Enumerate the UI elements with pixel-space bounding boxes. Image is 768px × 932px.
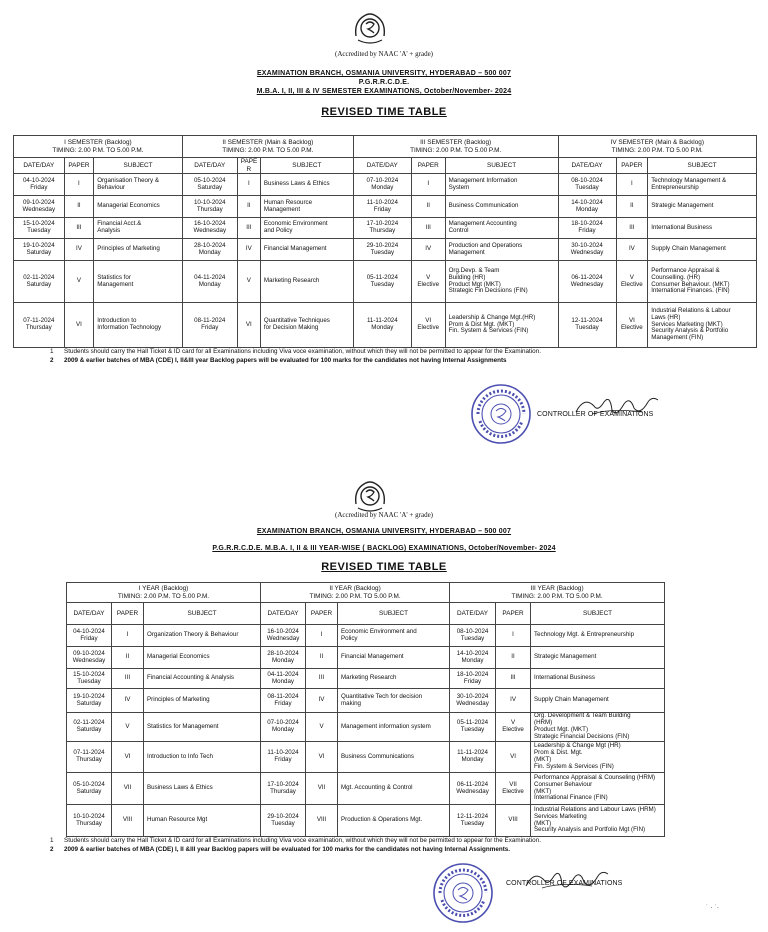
table-row bbox=[67, 742, 665, 773]
column-header: SUBJECT bbox=[260, 158, 353, 174]
table-row bbox=[14, 303, 757, 348]
table-row bbox=[14, 174, 757, 196]
paper-cell: IV bbox=[496, 689, 531, 713]
exam-date-cell: 28-10-2024 Monday bbox=[261, 647, 306, 669]
subject-cell: Management Accounting Control bbox=[445, 218, 558, 239]
paper-cell: VI bbox=[306, 742, 338, 773]
paper-cell: I bbox=[237, 174, 260, 196]
column-header: PAPER bbox=[616, 158, 648, 174]
paper-cell: VI bbox=[112, 742, 144, 773]
paper-cell: V bbox=[237, 261, 260, 303]
exam-date-cell: 18-10-2024 Friday bbox=[450, 669, 496, 689]
paper-cell: I bbox=[616, 174, 648, 196]
paper-cell: I bbox=[496, 625, 531, 647]
exam-date-cell: 07-10-2024 Monday bbox=[261, 713, 306, 742]
exam-date-cell: 07-11-2024 Thursday bbox=[67, 742, 112, 773]
subject-cell: Business Laws & Ethics bbox=[260, 174, 353, 196]
column-header: SUBJECT bbox=[338, 603, 450, 625]
paper-cell: II bbox=[411, 196, 445, 218]
paper-cell: V bbox=[64, 261, 94, 303]
exam-date-cell: 08-11-2024 Friday bbox=[182, 303, 237, 348]
header-line-2: P.G.R.R.C.D.E. bbox=[358, 79, 410, 86]
column-header: PAPER bbox=[496, 603, 531, 625]
exam-date-cell: 16-10-2024 Wednesday bbox=[261, 625, 306, 647]
subject-cell: Human Resource Mgt bbox=[144, 805, 261, 837]
subject-cell: Principles of Marketing bbox=[94, 239, 183, 261]
group-header: III SEMESTER (Backlog) TIMING: 2.00 P.M. TO 5.00 P.M. bbox=[353, 136, 558, 158]
exam-date-cell: 15-10-2024 Tuesday bbox=[67, 669, 112, 689]
page-title: REVISED TIME TABLE bbox=[321, 106, 447, 118]
exam-date-cell: 11-10-2024 Friday bbox=[261, 742, 306, 773]
exam-date-cell: 05-10-2024 Saturday bbox=[67, 773, 112, 805]
exam-date-cell: 10-10-2024 Thursday bbox=[67, 805, 112, 837]
subject-cell: Leadership & Change Mgt (HR) Prom & Dist. Mgt. (MKT) Fin. System & Services (FIN) bbox=[531, 742, 665, 773]
exam-date-cell: 02-11-2024 Saturday bbox=[67, 713, 112, 742]
subject-cell: Financial Management bbox=[260, 239, 353, 261]
subject-cell: Technology Management & Entrepreneurship bbox=[648, 174, 757, 196]
exam-date-cell: 11-11-2024 Monday bbox=[450, 742, 496, 773]
subject-cell: Financial Acct.& Analysis bbox=[94, 218, 183, 239]
exam-date-cell: 05-11-2024 Tuesday bbox=[353, 261, 411, 303]
paper-cell: VI bbox=[496, 742, 531, 773]
paper-cell: IV bbox=[411, 239, 445, 261]
subject-cell: Business Laws & Ethics bbox=[144, 773, 261, 805]
subject-cell: Strategic Management bbox=[531, 647, 665, 669]
exam-date-cell: 12-11-2024 Tuesday bbox=[450, 805, 496, 837]
semester-timetable bbox=[13, 135, 757, 348]
column-header: DATE/DAY bbox=[14, 158, 65, 174]
subject-cell: Org. Development & Team Building (HRM) Product Mgt. (MKT) Strategic Financial Decisions (FIN) bbox=[531, 713, 665, 742]
subject-cell: Statistics for Management bbox=[144, 713, 261, 742]
exam-date-cell: 06-11-2024 Wednesday bbox=[450, 773, 496, 805]
table-row bbox=[14, 261, 757, 303]
column-header: PAPER bbox=[112, 603, 144, 625]
exam-date-cell: 29-10-2024 Tuesday bbox=[353, 239, 411, 261]
paper-cell: VII Elective bbox=[496, 773, 531, 805]
group-header: I YEAR (Backlog) TIMING: 2.00 P.M. TO 5.00 P.M. bbox=[67, 583, 261, 603]
exam-date-cell: 29-10-2024 Tuesday bbox=[261, 805, 306, 837]
column-header: PAPE R bbox=[237, 158, 260, 174]
subject-cell: Technology Mgt. & Entrepreneurship bbox=[531, 625, 665, 647]
paper-cell: V Elective bbox=[616, 261, 648, 303]
exam-date-cell: 10-10-2024 Thursday bbox=[182, 196, 237, 218]
table-row bbox=[14, 218, 757, 239]
group-header: IV SEMESTER (Main & Backlog) TIMING: 2.00 P.M. TO 5.00 P.M. bbox=[558, 136, 756, 158]
header-line-1: EXAMINATION BRANCH, OSMANIA UNIVERSITY, HYDERABAD – 500 007 bbox=[256, 528, 512, 535]
subject-cell: International Business bbox=[648, 218, 757, 239]
exam-date-cell: 07-10-2024 Monday bbox=[353, 174, 411, 196]
exam-date-cell: 19-10-2024 Saturday bbox=[67, 689, 112, 713]
exam-date-cell: 14-10-2024 Monday bbox=[450, 647, 496, 669]
paper-cell: V bbox=[112, 713, 144, 742]
paper-cell: I bbox=[64, 174, 94, 196]
subject-cell: Managerial Economics bbox=[144, 647, 261, 669]
university-emblem-icon bbox=[350, 476, 390, 516]
subject-cell: Economic Environment and Policy bbox=[260, 218, 353, 239]
page-title: REVISED TIME TABLE bbox=[321, 561, 447, 573]
controller-label: CONTROLLER OF EXAMINATIONS bbox=[506, 880, 623, 887]
exam-date-cell: 04-11-2024 Monday bbox=[261, 669, 306, 689]
subject-cell: Introduction to Info Tech bbox=[144, 742, 261, 773]
accreditation-line: (Accredited by NAAC 'A' + grade) bbox=[334, 50, 434, 58]
paper-cell: VIII bbox=[112, 805, 144, 837]
exam-date-cell: 04-10-2024 Friday bbox=[67, 625, 112, 647]
notes bbox=[50, 348, 690, 365]
paper-cell: II bbox=[237, 196, 260, 218]
table-row bbox=[67, 713, 665, 742]
column-header: PAPER bbox=[64, 158, 94, 174]
exam-date-cell: 09-10-2024 Wednesday bbox=[67, 647, 112, 669]
paper-cell: IV bbox=[64, 239, 94, 261]
controller-label: CONTROLLER OF EXAMINATIONS bbox=[537, 411, 654, 418]
exam-date-cell: 15-10-2024 Tuesday bbox=[14, 218, 65, 239]
exam-date-cell: 17-10-2024 Thursday bbox=[261, 773, 306, 805]
exam-date-cell: 06-11-2024 Wednesday bbox=[558, 261, 616, 303]
group-header: II SEMESTER (Main & Backlog) TIMING: 2.00 P.M. TO 5.00 P.M. bbox=[182, 136, 353, 158]
paper-cell: I bbox=[411, 174, 445, 196]
subject-cell: Production and Operations Management bbox=[445, 239, 558, 261]
exam-date-cell: 02-11-2024 Saturday bbox=[14, 261, 65, 303]
subject-cell: Production & Operations Mgt. bbox=[338, 805, 450, 837]
column-header: DATE/DAY bbox=[353, 158, 411, 174]
subject-cell: Strategic Management bbox=[648, 196, 757, 218]
table-row bbox=[67, 773, 665, 805]
paper-cell: IV bbox=[112, 689, 144, 713]
paper-cell: IV bbox=[237, 239, 260, 261]
subject-cell: Managerial Economics bbox=[94, 196, 183, 218]
table-row bbox=[67, 689, 665, 713]
exam-date-cell: 18-10-2024 Friday bbox=[558, 218, 616, 239]
table-row bbox=[67, 625, 665, 647]
table-row bbox=[14, 239, 757, 261]
group-header: II YEAR (Backlog) TIMING: 2.00 P.M. TO 5.00 P.M. bbox=[261, 583, 450, 603]
column-header: SUBJECT bbox=[445, 158, 558, 174]
paper-cell: VI bbox=[64, 303, 94, 348]
exam-date-cell: 05-11-2024 Tuesday bbox=[450, 713, 496, 742]
paper-cell: III bbox=[616, 218, 648, 239]
paper-cell: II bbox=[112, 647, 144, 669]
exam-date-cell: 09-10-2024 Wednesday bbox=[14, 196, 65, 218]
subject-cell: Human Resource Management bbox=[260, 196, 353, 218]
exam-date-cell: 08-10-2024 Tuesday bbox=[450, 625, 496, 647]
notes bbox=[50, 837, 710, 854]
paper-cell: V Elective bbox=[496, 713, 531, 742]
paper-cell: VII bbox=[306, 773, 338, 805]
paper-cell: IV bbox=[306, 689, 338, 713]
subject-cell: Org.Devp. & Team Building (HR) Product Mgt (MKT) Strategic Fin Decisions (FIN) bbox=[445, 261, 558, 303]
note-2: 2 2009 & earlier batches of MBA (CDE) I, II&III year Backlog papers will be evaluated for 100 marks for the candidates not having Internal Assignments bbox=[50, 356, 507, 364]
column-header: DATE/DAY bbox=[558, 158, 616, 174]
group-header: I SEMESTER (Backlog) TIMING: 2.00 P.M. TO 5.00 P.M. bbox=[14, 136, 183, 158]
subject-cell: Marketing Research bbox=[338, 669, 450, 689]
paper-cell: V Elective bbox=[411, 261, 445, 303]
paper-cell: III bbox=[112, 669, 144, 689]
exam-date-cell: 07-11-2024 Thursday bbox=[14, 303, 65, 348]
column-header: DATE/DAY bbox=[450, 603, 496, 625]
subject-cell: Principles of Marketing bbox=[144, 689, 261, 713]
column-header: PAPER bbox=[411, 158, 445, 174]
table-row bbox=[67, 805, 665, 837]
subject-cell: Performance Appraisal & Counselling. (HR) Consumer Behaviour. (MKT) International Finances. (FIN) bbox=[648, 261, 757, 303]
subject-cell: Introduction to Information Technology bbox=[94, 303, 183, 348]
subject-cell: Leadership & Change Mgt.(HR) Prom & Dist Mgt. (MKT) Fin. System & Services (FIN) bbox=[445, 303, 558, 348]
exam-date-cell: 28-10-2024 Monday bbox=[182, 239, 237, 261]
controller-seal-icon bbox=[432, 862, 494, 924]
paper-cell: III bbox=[496, 669, 531, 689]
column-header: SUBJECT bbox=[144, 603, 261, 625]
subject-cell: Quantitative Techniques for Decision Making bbox=[260, 303, 353, 348]
subject-cell: Organisation Theory & Behaviour bbox=[94, 174, 183, 196]
subject-cell: Supply Chain Management bbox=[531, 689, 665, 713]
paper-cell: VI Elective bbox=[616, 303, 648, 348]
exam-date-cell: 17-10-2024 Thursday bbox=[353, 218, 411, 239]
subject-cell: Supply Chain Management bbox=[648, 239, 757, 261]
column-header: DATE/DAY bbox=[261, 603, 306, 625]
exam-date-cell: 30-10-2024 Wednesday bbox=[450, 689, 496, 713]
subject-cell: Business Communications bbox=[338, 742, 450, 773]
header-line-2: P.G.R.R.C.D.E. M.B.A. I, II & III YEAR-WISE ( BACKLOG) EXAMINATIONS, October/November- 2024 bbox=[212, 545, 556, 552]
timetable-page-2 bbox=[0, 470, 768, 932]
column-header: DATE/DAY bbox=[67, 603, 112, 625]
subject-cell: Financial Accounting & Analysis bbox=[144, 669, 261, 689]
subject-cell: Quantitative Tech for decision making bbox=[338, 689, 450, 713]
paper-cell: III bbox=[411, 218, 445, 239]
exam-date-cell: 11-11-2024 Monday bbox=[353, 303, 411, 348]
column-header: DATE/DAY bbox=[182, 158, 237, 174]
table-row bbox=[67, 647, 665, 669]
subject-cell: Marketing Research bbox=[260, 261, 353, 303]
group-header: III YEAR (Backlog) TIMING: 2.00 P.M. TO 5.00 P.M. bbox=[450, 583, 665, 603]
table-row bbox=[67, 669, 665, 689]
subject-cell: Financial Management bbox=[338, 647, 450, 669]
header-line-3: M.B.A. I, II, III & IV SEMESTER EXAMINATIONS, October/November- 2024 bbox=[256, 88, 512, 95]
column-header: SUBJECT bbox=[94, 158, 183, 174]
subject-cell: Management information system bbox=[338, 713, 450, 742]
note-2: 2 2009 & earlier batches of MBA (CDE) I, II &III year Backlog papers will be evaluated for 100 marks for the candidates not having Internal Assignments. bbox=[50, 845, 511, 853]
paper-cell: I bbox=[306, 625, 338, 647]
paper-cell: I bbox=[112, 625, 144, 647]
subject-cell: Organization Theory & Behaviour bbox=[144, 625, 261, 647]
exam-date-cell: 12-11-2024 Tuesday bbox=[558, 303, 616, 348]
paper-cell: III bbox=[237, 218, 260, 239]
paper-cell: VII bbox=[112, 773, 144, 805]
paper-cell: II bbox=[496, 647, 531, 669]
column-header: SUBJECT bbox=[531, 603, 665, 625]
subject-cell: Mgt. Accounting & Control bbox=[338, 773, 450, 805]
controller-seal-icon bbox=[470, 383, 532, 445]
exam-date-cell: 08-11-2024 Friday bbox=[261, 689, 306, 713]
subject-cell: Economic Environment and Policy bbox=[338, 625, 450, 647]
note-1: 1 Students should carry the Hall Ticket & ID card for all Examinations including Viva voce examination, without which they will not be permitted to appear for the Examination. bbox=[50, 348, 541, 355]
subject-cell: International Business bbox=[531, 669, 665, 689]
accreditation-line: (Accredited by NAAC 'A' + grade) bbox=[334, 511, 434, 519]
university-emblem-icon bbox=[350, 8, 390, 48]
note-1: 1 Students should carry the Hall Ticket & ID card for all Examinations including Viva voce examination, without which they will not be permitted to appear for the Examination. bbox=[50, 837, 541, 844]
exam-date-cell: 19-10-2024 Saturday bbox=[14, 239, 65, 261]
paper-cell: II bbox=[306, 647, 338, 669]
paper-cell: V bbox=[306, 713, 338, 742]
subject-cell: Business Communication bbox=[445, 196, 558, 218]
column-header: PAPER bbox=[306, 603, 338, 625]
paper-cell: VIII bbox=[306, 805, 338, 837]
exam-date-cell: 16-10-2024 Wednesday bbox=[182, 218, 237, 239]
exam-date-cell: 04-11-2024 Monday bbox=[182, 261, 237, 303]
subject-cell: Management Information System bbox=[445, 174, 558, 196]
exam-date-cell: 05-10-2024 Saturday bbox=[182, 174, 237, 196]
subject-cell: Industrial Relations & Labour Laws (HR) Services Marketing (MKT) Security Analysis & Portfolio Management (FIN) bbox=[648, 303, 757, 348]
exam-date-cell: 30-10-2024 Wednesday bbox=[558, 239, 616, 261]
paper-cell: VIII bbox=[496, 805, 531, 837]
subject-cell: Statistics for Management bbox=[94, 261, 183, 303]
exam-date-cell: 14-10-2024 Monday bbox=[558, 196, 616, 218]
paper-cell: VI bbox=[237, 303, 260, 348]
yearwise-timetable bbox=[66, 582, 665, 837]
paper-cell: II bbox=[64, 196, 94, 218]
table-row bbox=[14, 196, 757, 218]
column-header: SUBJECT bbox=[648, 158, 757, 174]
exam-date-cell: 04-10-2024 Friday bbox=[14, 174, 65, 196]
paper-cell: II bbox=[616, 196, 648, 218]
subject-cell: Industrial Relations and Labour Laws (HRM) Services Marketing (MKT) Security Analysis and Portfolio Mgt (FIN) bbox=[531, 805, 665, 837]
exam-date-cell: 08-10-2024 Tuesday bbox=[558, 174, 616, 196]
subject-cell: Performance Appraisal & Counseling (HRM) Consumer Behaviour (MKT) International Finance (FIN) bbox=[531, 773, 665, 805]
scan-mark: ˙ ‧ ˙‧ bbox=[706, 905, 720, 912]
paper-cell: III bbox=[306, 669, 338, 689]
paper-cell: IV bbox=[616, 239, 648, 261]
paper-cell: VI Elective bbox=[411, 303, 445, 348]
header-line-1: EXAMINATION BRANCH, OSMANIA UNIVERSITY, HYDERABAD – 500 007 bbox=[256, 70, 512, 77]
paper-cell: III bbox=[64, 218, 94, 239]
exam-date-cell: 11-10-2024 Friday bbox=[353, 196, 411, 218]
